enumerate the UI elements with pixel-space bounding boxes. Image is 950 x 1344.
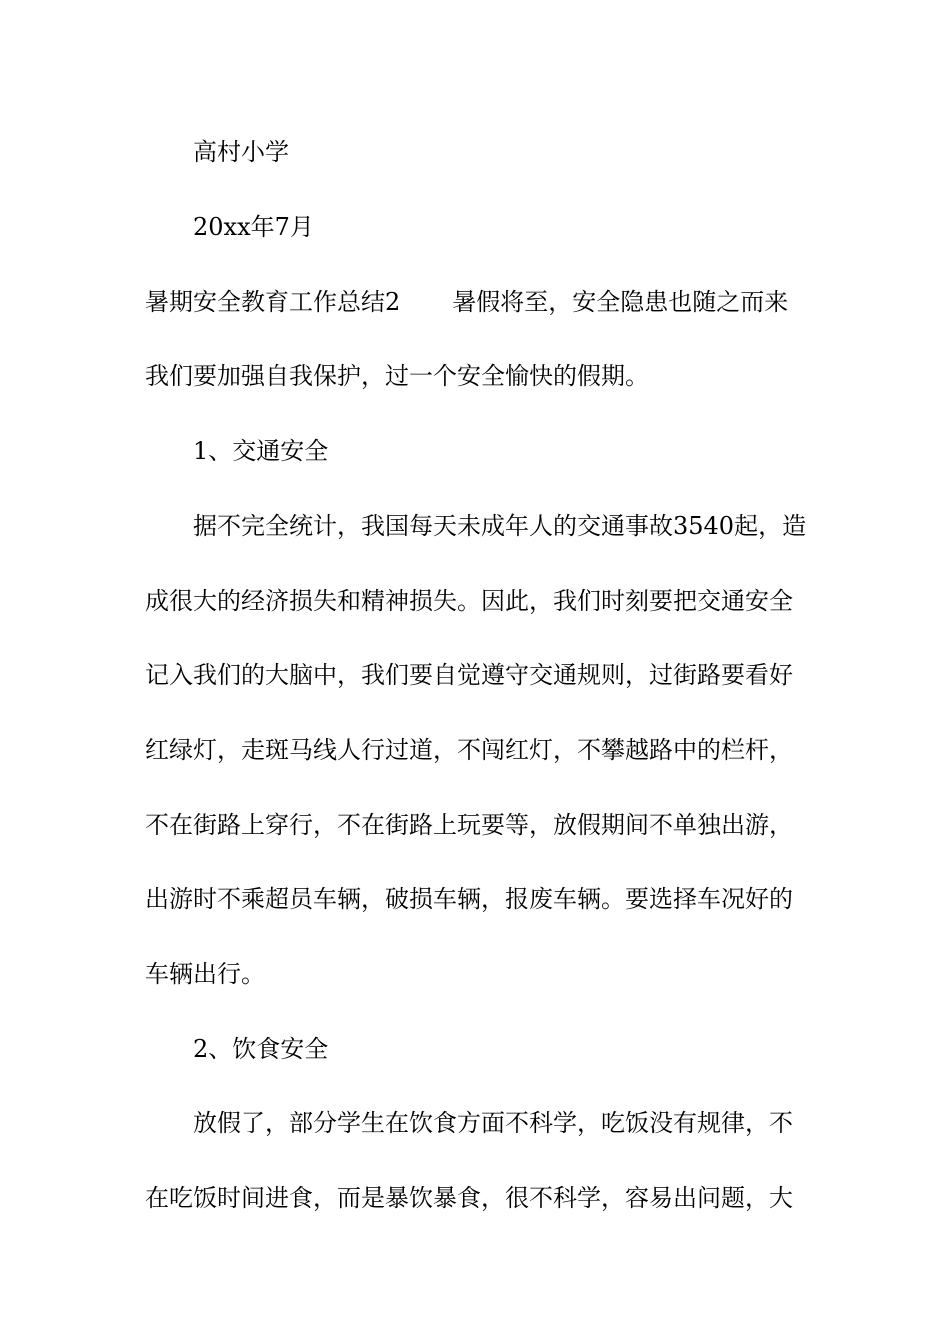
paragraph-line: 成很大的经济损失和精神损失。因此，我们时刻要把交通安全 [145,587,793,615]
paragraph-line: 红绿灯，走斑马线人行过道，不闯红灯，不攀越路中的栏杆， [145,736,793,764]
section-title: 暑期安全教育工作总结2 [145,288,401,316]
paragraph-line: 不在街路上穿行，不在街路上玩要等，放假期间不单独出游， [145,811,793,839]
paragraph-line: 我们要加强自我保护，过一个安全愉快的假期。 [145,362,649,390]
paragraph-line: 据不完全统计，我国每天未成年人的交通事故3540起，造 [193,512,807,540]
paragraph-line: 放假了，部分学生在饮食方面不科学，吃饭没有规律，不 [193,1109,793,1137]
subheading-food-safety: 2、饮食安全 [193,1035,329,1063]
school-name: 高村小学 [193,138,289,166]
paragraph-line: 记入我们的大脑中，我们要自觉遵守交通规则，过街路要看好 [145,661,793,689]
subheading-traffic-safety: 1、交通安全 [193,437,329,465]
paragraph-line: 出游时不乘超员车辆，破损车辆，报废车辆。要选择车况好的 [145,885,793,913]
section-heading-line [145,287,788,317]
paragraph-line: 暑假将至，安全隐患也随之而来 [452,288,789,316]
signature-date: 20xx年7月 [193,213,314,241]
paragraph-line: 车辆出行。 [145,960,265,988]
paragraph-line: 在吃饭时间进食，而是暴饮暴食，很不科学，容易出问题，大 [145,1184,793,1212]
